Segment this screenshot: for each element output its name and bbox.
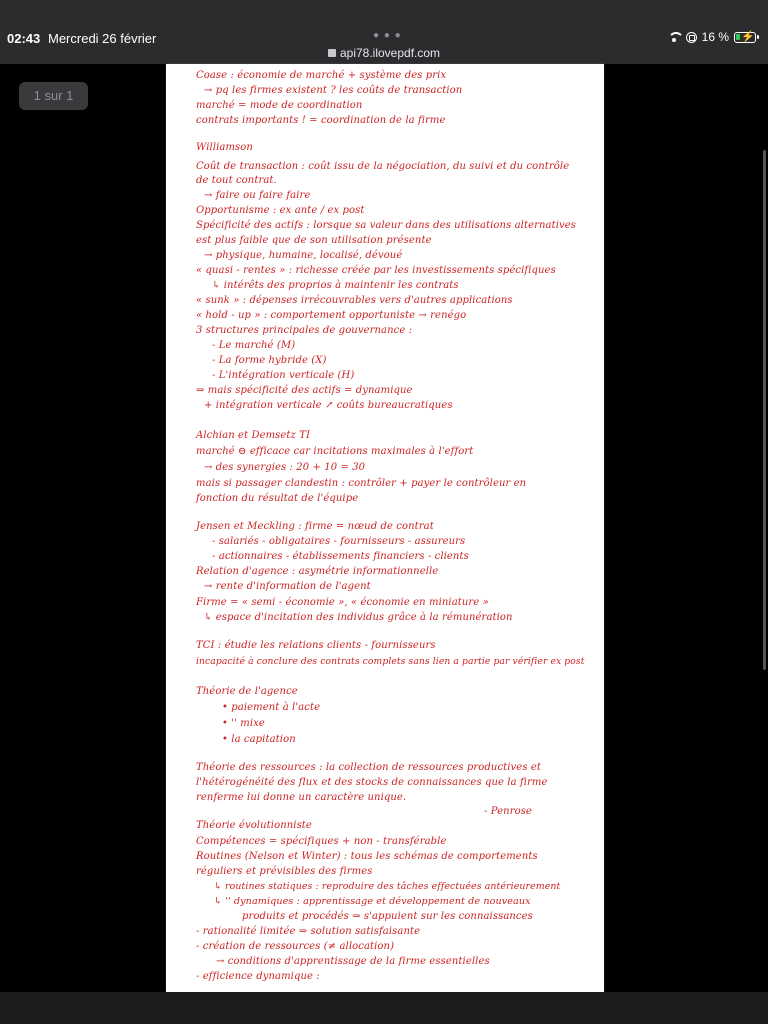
battery-percent: 16 %: [701, 30, 729, 44]
note-line: - salariés - obligataires - fournisseurs - assureurs: [212, 536, 466, 547]
note-line: • la capitation: [222, 734, 296, 745]
note-line: 3 structures principales de gouvernance :: [196, 325, 413, 336]
note-line: • '' mixe: [222, 718, 265, 729]
lock-icon: [328, 49, 336, 57]
note-heading: TCI : étudie les relations clients - fournisseurs: [196, 640, 436, 651]
status-time: 02:43: [7, 31, 41, 46]
note-line: produits et procédés ⇒ s'appuient sur les connaissances: [242, 911, 533, 922]
address-bar[interactable]: [0, 46, 768, 60]
note-heading: Williamson: [196, 142, 253, 153]
note-line: contrats importants ! = coordination de la firme: [196, 115, 446, 126]
note-line: ↳ intérêts des proprios à maintenir les contrats: [212, 280, 459, 291]
note-line: Compétences = spécifiques + non - transférable: [196, 836, 447, 847]
battery-icon: [734, 32, 756, 43]
note-line: l'hétérogénéité des flux et des stocks de connaissances que la firme: [196, 777, 548, 788]
note-line: - L'intégration verticale (H): [212, 370, 355, 381]
note-line: de tout contrat.: [196, 175, 277, 186]
note-line: « quasi - rentes » : richesse créée par les investissements spécifiques: [196, 265, 556, 276]
note-line: → conditions d'apprentissage de la firme essentielles: [216, 956, 490, 967]
note-heading: Jensen et Meckling : firme = nœud de contrat: [196, 521, 434, 532]
note-line: fonction du résultat de l'équipe: [196, 493, 359, 504]
note-line: → rente d'information de l'agent: [204, 581, 371, 592]
note-line: Coût de transaction : coût issu de la négociation, du suivi et du contrôle: [196, 161, 570, 172]
note-line: Routines (Nelson et Winter) : tous les schémas de comportements: [196, 851, 538, 862]
note-line: + intégration verticale ↗ coûts bureaucratiques: [204, 400, 453, 411]
note-line: • paiement à l'acte: [222, 702, 321, 713]
note-line: ↳ '' dynamiques : apprentissage et développement de nouveaux: [214, 896, 531, 907]
note-line: - actionnaires - établissements financiers - clients: [212, 551, 469, 562]
note-line: → des synergies : 20 + 10 = 30: [204, 462, 366, 473]
note-line: → pq les firmes existent ? les coûts de transaction: [204, 85, 463, 96]
note-line: « hold - up » : comportement opportuniste → renégo: [196, 310, 467, 321]
status-indicators: [667, 30, 756, 44]
note-line: marché ⊖ efficace car incitations maximales à l'effort: [196, 446, 474, 457]
status-date: Mercredi 26 février: [48, 31, 157, 46]
note-heading: Théorie de l'agence: [196, 686, 298, 697]
note-line: - La forme hybride (X): [212, 355, 327, 366]
note-line: - Le marché (M): [212, 340, 296, 351]
note-line: ↳ routines statiques : reproduire des tâches effectuées antérieurement: [214, 881, 561, 892]
scrollbar[interactable]: [763, 150, 766, 670]
url-text: api78.ilovepdf.com: [339, 46, 441, 60]
status-bar: [0, 0, 768, 64]
note-line: Opportunisme : ex ante / ex post: [196, 205, 365, 216]
page-counter: 1 sur 1: [19, 82, 88, 110]
orientation-lock-icon: [686, 32, 697, 43]
note-line: est plus faible que de son utilisation présente: [196, 235, 432, 246]
bottom-bar: [0, 992, 768, 1024]
note-line: mais si passager clandestin : contrôler + payer le contrôleur en: [196, 478, 527, 489]
note-line: → faire ou faire faire: [204, 190, 311, 201]
note-line: - rationalité limitée ⇒ solution satisfaisante: [196, 926, 421, 937]
note-line: Spécificité des actifs : lorsque sa valeur dans des utilisations alternatives: [196, 220, 576, 231]
note-heading: Alchian et Demsetz TI: [196, 430, 311, 441]
note-line: → physique, humaine, localisé, dévoué: [204, 250, 403, 261]
note-line: Firme = « semi - économie », « économie en miniature »: [196, 597, 489, 608]
note-heading: Théorie évolutionniste: [196, 820, 312, 831]
note-line: incapacité à conclure des contrats complets sans lien a partie par vérifier ex post: [196, 656, 585, 667]
note-line: - efficience dynamique :: [196, 971, 320, 982]
note-line: renferme lui donne un caractère unique.: [196, 792, 407, 803]
charging-bolt-icon: ⚡: [741, 30, 755, 43]
note-line: ↳ espace d'incitation des individus grâce à la rémunération: [204, 612, 513, 623]
note-line: « sunk » : dépenses irrécouvrables vers d'autres applications: [196, 295, 513, 306]
note-line: - Penrose: [484, 806, 532, 817]
wifi-icon: [667, 32, 681, 42]
note-line: réguliers et prévisibles des firmes: [196, 866, 373, 877]
note-line: Relation d'agence : asymétrie informationnelle: [196, 566, 439, 577]
note-line: Coase : économie de marché + système des prix: [196, 70, 447, 81]
multitasking-dots-icon[interactable]: ● ● ●: [373, 30, 402, 41]
document-page[interactable]: [166, 64, 604, 992]
note-line: - création de ressources (≠ allocation): [196, 941, 395, 952]
note-line: ⇒ mais spécificité des actifs = dynamique: [196, 385, 413, 396]
note-heading: Théorie des ressources : la collection de ressources productives et: [196, 762, 541, 773]
note-line: marché = mode de coordination: [196, 100, 363, 111]
